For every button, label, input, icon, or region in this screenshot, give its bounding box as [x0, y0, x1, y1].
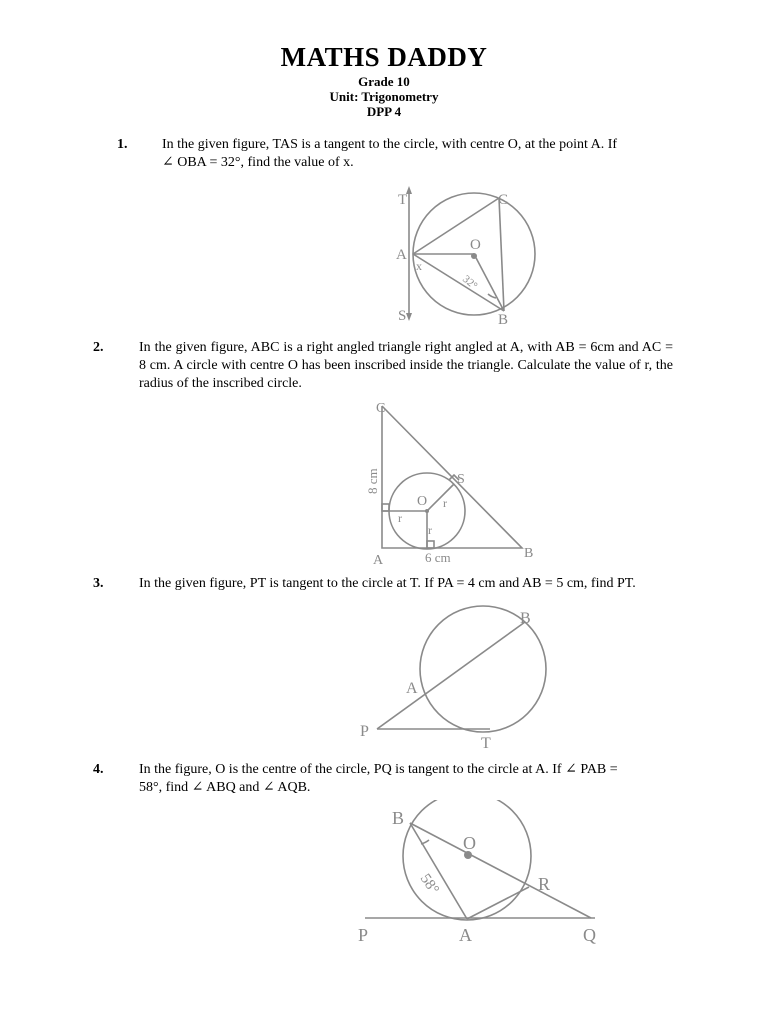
centre-dot [425, 509, 429, 513]
tangent-angle-diagram [355, 800, 615, 948]
label-o: O [417, 494, 428, 509]
label-ac: 8 cm [365, 468, 380, 494]
label-r-2: r [398, 511, 402, 525]
label-r-1: r [443, 496, 447, 510]
label-a: A [406, 680, 418, 697]
question-4-line1 [139, 761, 673, 779]
radius-to-s [427, 484, 454, 511]
label-c: C [376, 401, 386, 416]
label-p: P [360, 723, 369, 740]
label-s: S [398, 308, 407, 324]
dpp-label: DPP 4 [366, 104, 402, 119]
label-r: R [538, 874, 551, 894]
label-b: B [498, 312, 509, 327]
question-2-figure [362, 398, 547, 571]
label-a: A [396, 247, 407, 263]
question-1-figure [380, 182, 550, 332]
angle-symbol-icon: ∠ [162, 155, 174, 170]
question-3-figure [355, 602, 555, 759]
label-r-3: r [428, 523, 432, 537]
question-2-number: 2. [93, 340, 104, 355]
question-4-line1-text: In the figure, O is the centre of the circle, PQ is tangent to the circle at A. If [139, 762, 562, 777]
question-1-text [162, 136, 682, 172]
label-b: B [524, 546, 534, 561]
question-4-number: 4. [93, 762, 104, 777]
incircle-triangle-diagram [362, 398, 547, 566]
question-4-line1-tail: PAB = [580, 762, 618, 777]
right-angle-mark-2 [427, 541, 434, 548]
label-c: C [498, 192, 509, 208]
question-4-line2-end: AQB. [277, 780, 311, 795]
question-2-text: In the given figure, ABC is a right angled triangle right angled at A, with AB = 6cm and AC = 8 cm. A circle with centre O has been inscribed inside the triangle. Calculate the value of r, the radius of the inscribed circle. [139, 340, 673, 391]
secant-tangent-diagram [355, 602, 555, 754]
label-angle: 32° [460, 273, 480, 293]
line-bq [410, 823, 591, 918]
right-angle-mark-1 [382, 504, 389, 511]
page-title: MATHS DADDY [280, 42, 488, 72]
angle-symbol-icon: ∠ [191, 780, 204, 795]
line-ar [467, 887, 529, 919]
question-4-text [139, 761, 673, 797]
label-x: x [416, 259, 422, 273]
arrow-down-icon [406, 313, 412, 321]
question-3-number: 3. [93, 576, 104, 591]
question-1-line1: In the given figure, TAS is a tangent to the circle, with centre O, at the point A. If [162, 137, 618, 152]
question-4-line2 [139, 779, 673, 797]
label-angle: 58° [416, 871, 442, 898]
question-3-text: In the given figure, PT is tangent to the circle at T. If PA = 4 cm and AB = 5 cm, find PT. [139, 576, 636, 591]
label-b: B [520, 610, 531, 627]
centre-dot [471, 253, 477, 259]
question-4-line2-mid: ABQ and [206, 780, 260, 795]
label-q: Q [583, 925, 596, 945]
label-b: B [392, 808, 405, 828]
label-o: O [463, 833, 476, 853]
question-1-line2-text: OBA = 32°, find the value of x. [177, 155, 354, 170]
label-o: O [470, 237, 481, 253]
label-p: P [358, 925, 369, 945]
chord-ab [413, 254, 504, 311]
label-a: A [373, 553, 384, 566]
label-ab: 6 cm [425, 550, 451, 565]
label-s: S [457, 472, 465, 487]
unit-label: Unit: Trigonometry [329, 89, 439, 104]
question-1-number: 1. [117, 137, 128, 152]
chord-cb [499, 198, 504, 311]
question-4-line2-start: 58°, find [139, 780, 189, 795]
grade-label: Grade 10 [358, 74, 410, 89]
tangent-circle-diagram [380, 182, 550, 327]
question-1-line2 [162, 154, 682, 172]
secant-line [377, 622, 525, 729]
label-t: T [398, 192, 408, 208]
question-4-figure [355, 800, 615, 953]
label-t: T [481, 735, 491, 752]
chord-ac [413, 198, 499, 254]
angle-symbol-icon: ∠ [262, 780, 275, 795]
label-a: A [459, 925, 472, 945]
angle-symbol-icon: ∠ [565, 762, 577, 777]
circle-shape [403, 800, 531, 920]
